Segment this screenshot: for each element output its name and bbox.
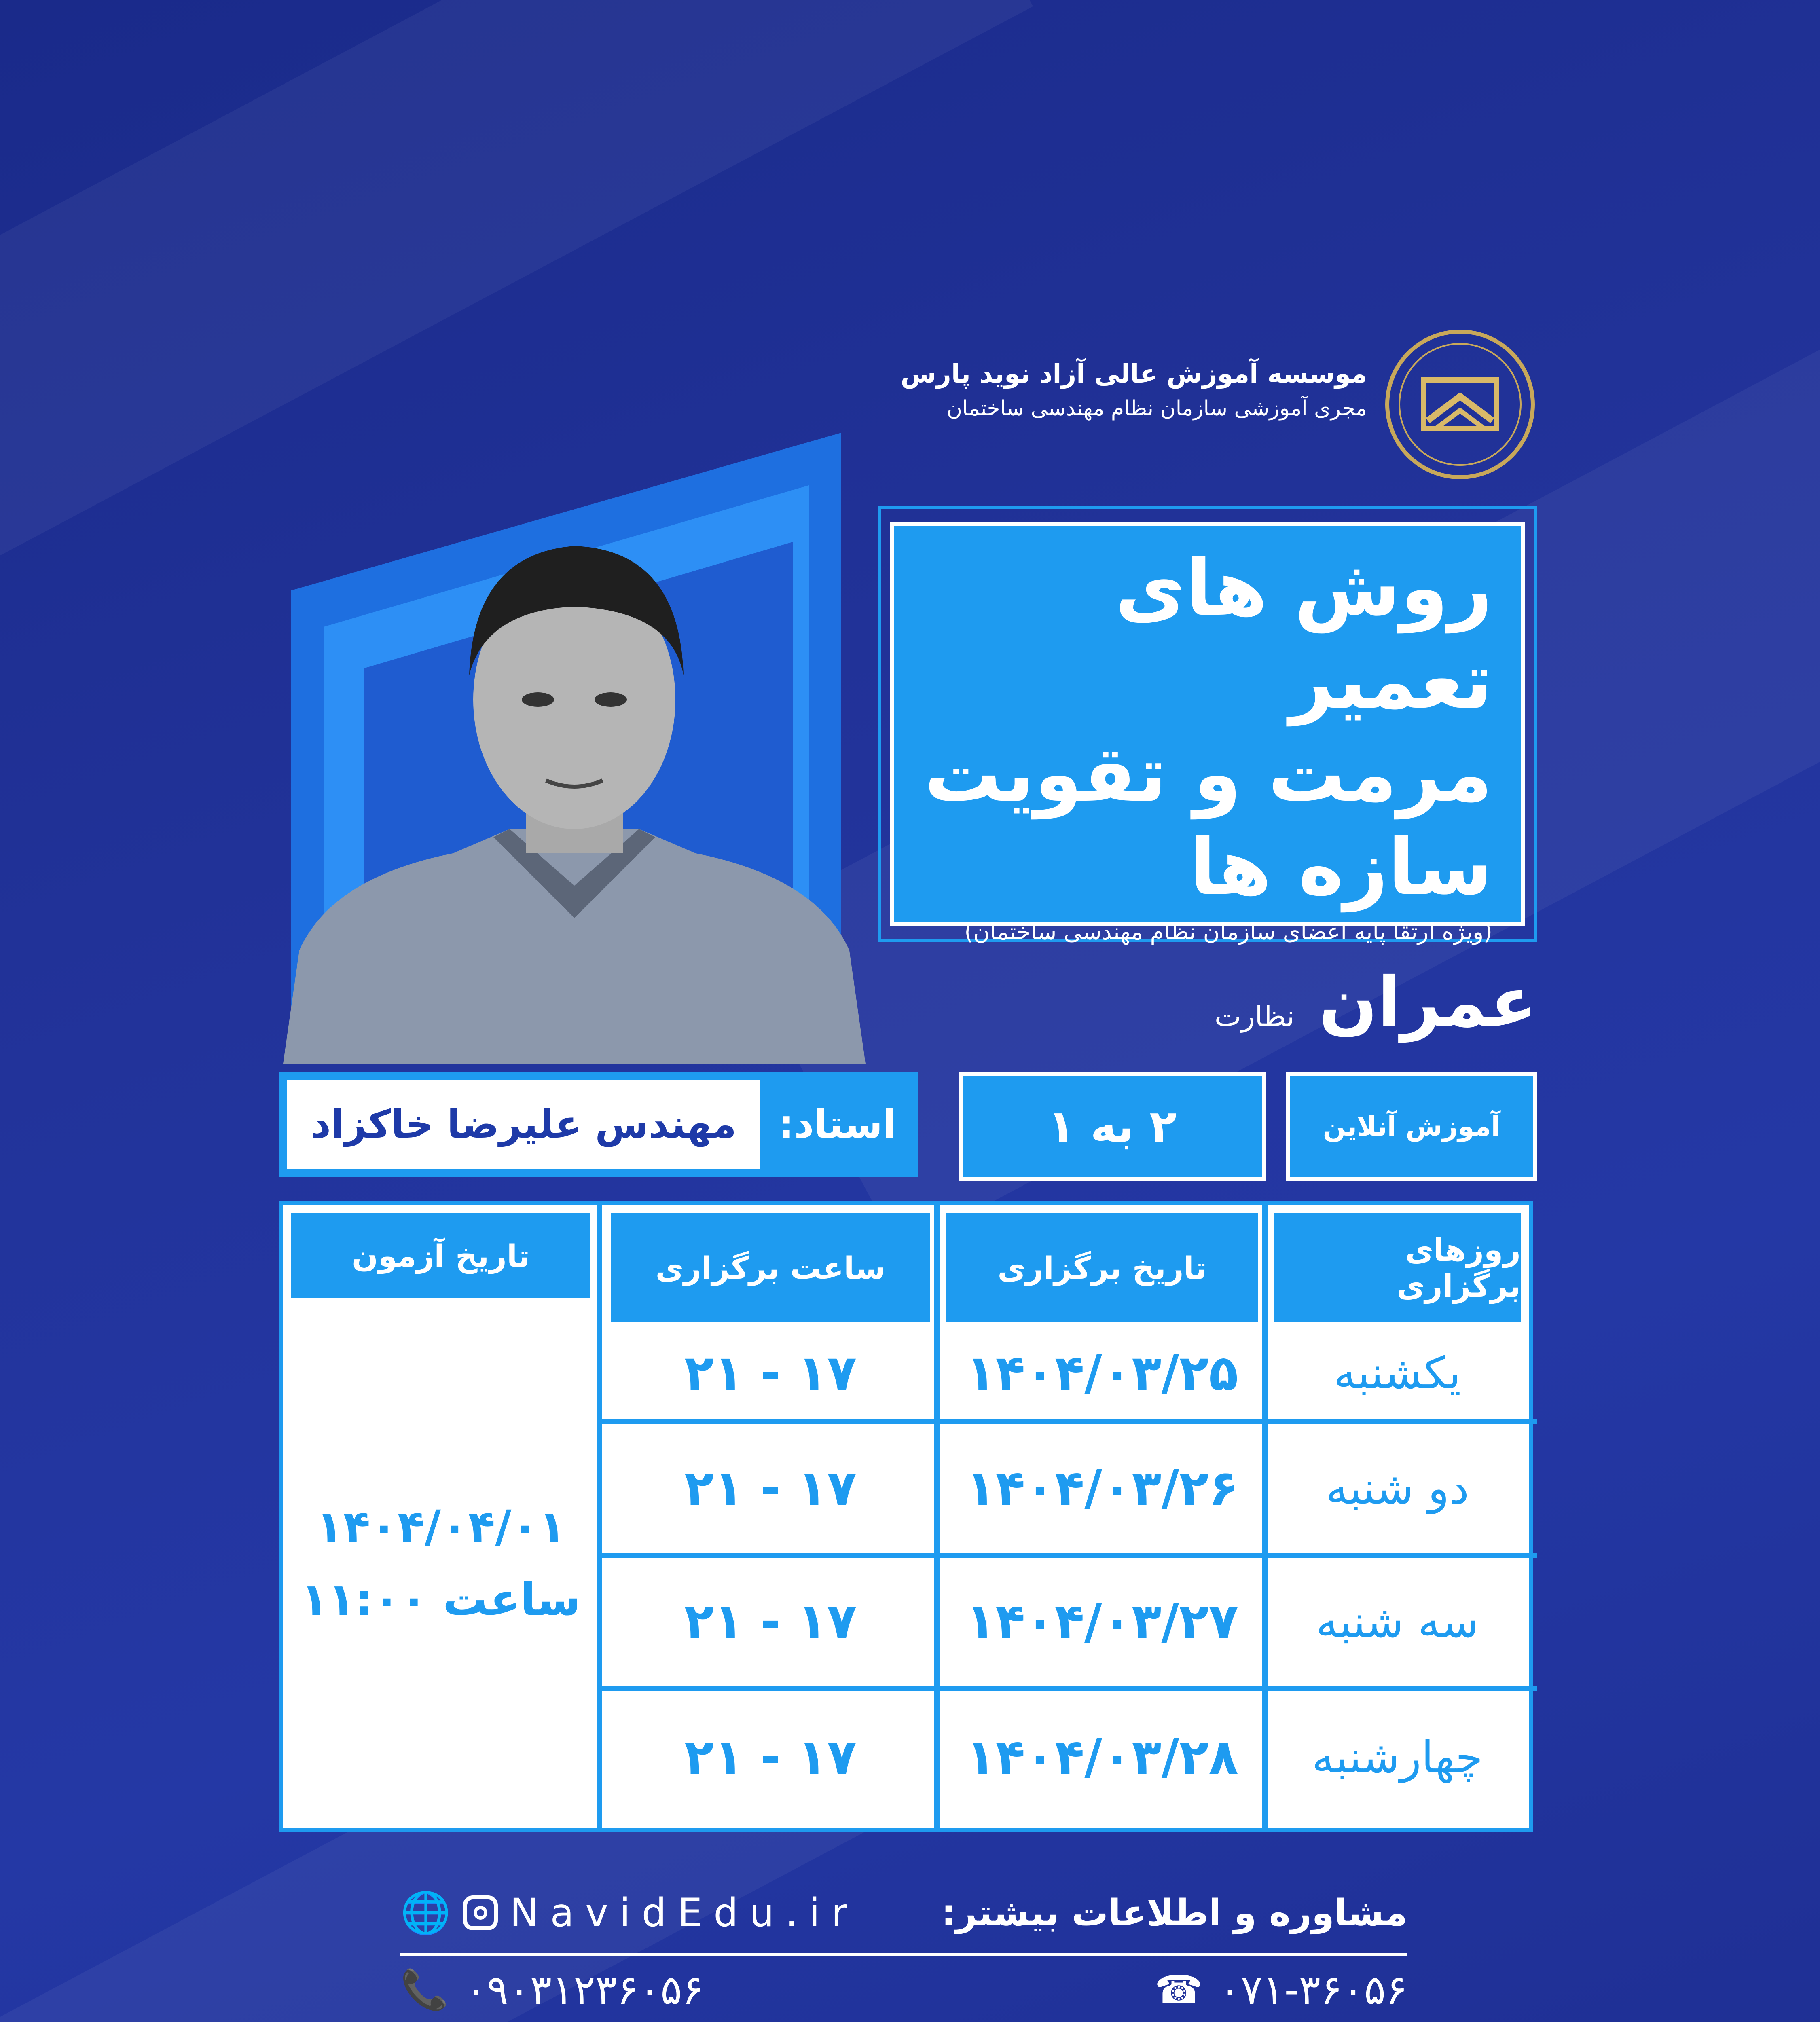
row-day: چهارشنبه <box>1312 1731 1483 1783</box>
contact-divider <box>400 1953 1407 1956</box>
row-time: ۱۷ - ۲۱ <box>684 1729 857 1785</box>
contact-row-2 <box>400 1965 1407 2014</box>
mobile-group <box>400 1966 704 2014</box>
row-date: ۱۴۰۴/۰۳/۲۸ <box>966 1729 1238 1785</box>
field-row <box>930 962 1537 1043</box>
field-sub: نظارت <box>1214 1000 1295 1033</box>
mode-badge <box>1286 1072 1537 1181</box>
header-days: روزهای برگزاری <box>1274 1213 1521 1322</box>
row-date: ۱۴۰۴/۰۳/۲۷ <box>966 1593 1238 1650</box>
course-title-line1: روش های تعمیر <box>1115 544 1492 726</box>
row-divider <box>597 1686 1537 1691</box>
row-divider <box>597 1553 1537 1558</box>
institute-seal-icon <box>1383 328 1537 481</box>
row-day: یکشنبه <box>1333 1347 1461 1399</box>
header-time: ساعت برگزاری <box>611 1213 930 1322</box>
ratio-text: ۲ به ۱ <box>1048 1100 1177 1152</box>
instructor-label: استاد: <box>778 1102 896 1147</box>
row-day: سه شنبه <box>1316 1596 1479 1648</box>
mobile-number[interactable]: ۰۹۰۳۱۲۳۶۰۵۶ <box>465 1966 704 2014</box>
telephone-icon: ☎ <box>1154 1967 1203 2012</box>
row-time: ۱۷ - ۲۱ <box>684 1593 857 1650</box>
instructor-name-box <box>287 1080 760 1169</box>
schedule-table <box>279 1201 1533 1832</box>
instagram-icon <box>463 1895 498 1930</box>
globe-icon: 🌐 <box>400 1889 451 1936</box>
website-link[interactable]: NavidEdu.ir <box>510 1890 859 1935</box>
course-subtitle: (ویژه ارتقا پایه اعضای سازمان نظام مهندسی ساختمان) <box>964 919 1492 945</box>
exam-time: ساعت ۱۱:۰۰ <box>301 1574 581 1625</box>
row-date: ۱۴۰۴/۰۳/۲۵ <box>966 1345 1238 1401</box>
course-title-line3: سازه ها <box>1189 823 1492 912</box>
phone-group <box>1155 1966 1407 2014</box>
column-divider <box>934 1205 940 1828</box>
contact-label: مشاوره و اطلاعات بیشتر: <box>941 1891 1407 1934</box>
row-time: ۱۷ - ۲۱ <box>684 1460 857 1516</box>
exam-date: ۱۴۰۴/۰۴/۰۱ <box>316 1501 566 1552</box>
header-date: تاریخ برگزاری <box>946 1213 1258 1322</box>
institute-header <box>728 356 1367 425</box>
row-date: ۱۴۰۴/۰۳/۲۶ <box>966 1460 1238 1516</box>
ratio-badge <box>959 1072 1266 1181</box>
row-divider <box>597 1419 1537 1424</box>
mode-text: آموزش آنلاین <box>1323 1110 1500 1142</box>
exam-cell <box>291 1302 590 1824</box>
title-box <box>890 522 1525 945</box>
mobile-phone-icon: 📞 <box>400 1967 449 2012</box>
column-divider <box>1262 1205 1268 1828</box>
field-title: عمران <box>1318 962 1537 1043</box>
instructor-name: مهندس علیرضا خاکزاد <box>311 1102 737 1147</box>
website-group <box>400 1890 859 1935</box>
instructor-label-box <box>764 1080 910 1169</box>
header-exam: تاریخ آزمون <box>291 1213 590 1298</box>
row-time: ۱۷ - ۲۱ <box>684 1345 857 1401</box>
institute-tagline: مجری آموزشی سازمان نظام مهندسی ساختمان <box>946 396 1367 421</box>
row-day: دو شنبه <box>1325 1462 1469 1514</box>
instructor-photo <box>283 506 866 1064</box>
contact-row-1 <box>400 1889 1407 1937</box>
institute-name: موسسه آموزش عالی آزاد نوید پارس <box>900 359 1367 389</box>
column-divider <box>597 1205 602 1828</box>
course-title-line2: مرمت و تقویت <box>924 730 1492 819</box>
phone-number[interactable]: ۰۷۱-۳۶۰۵۶ <box>1219 1966 1407 2014</box>
